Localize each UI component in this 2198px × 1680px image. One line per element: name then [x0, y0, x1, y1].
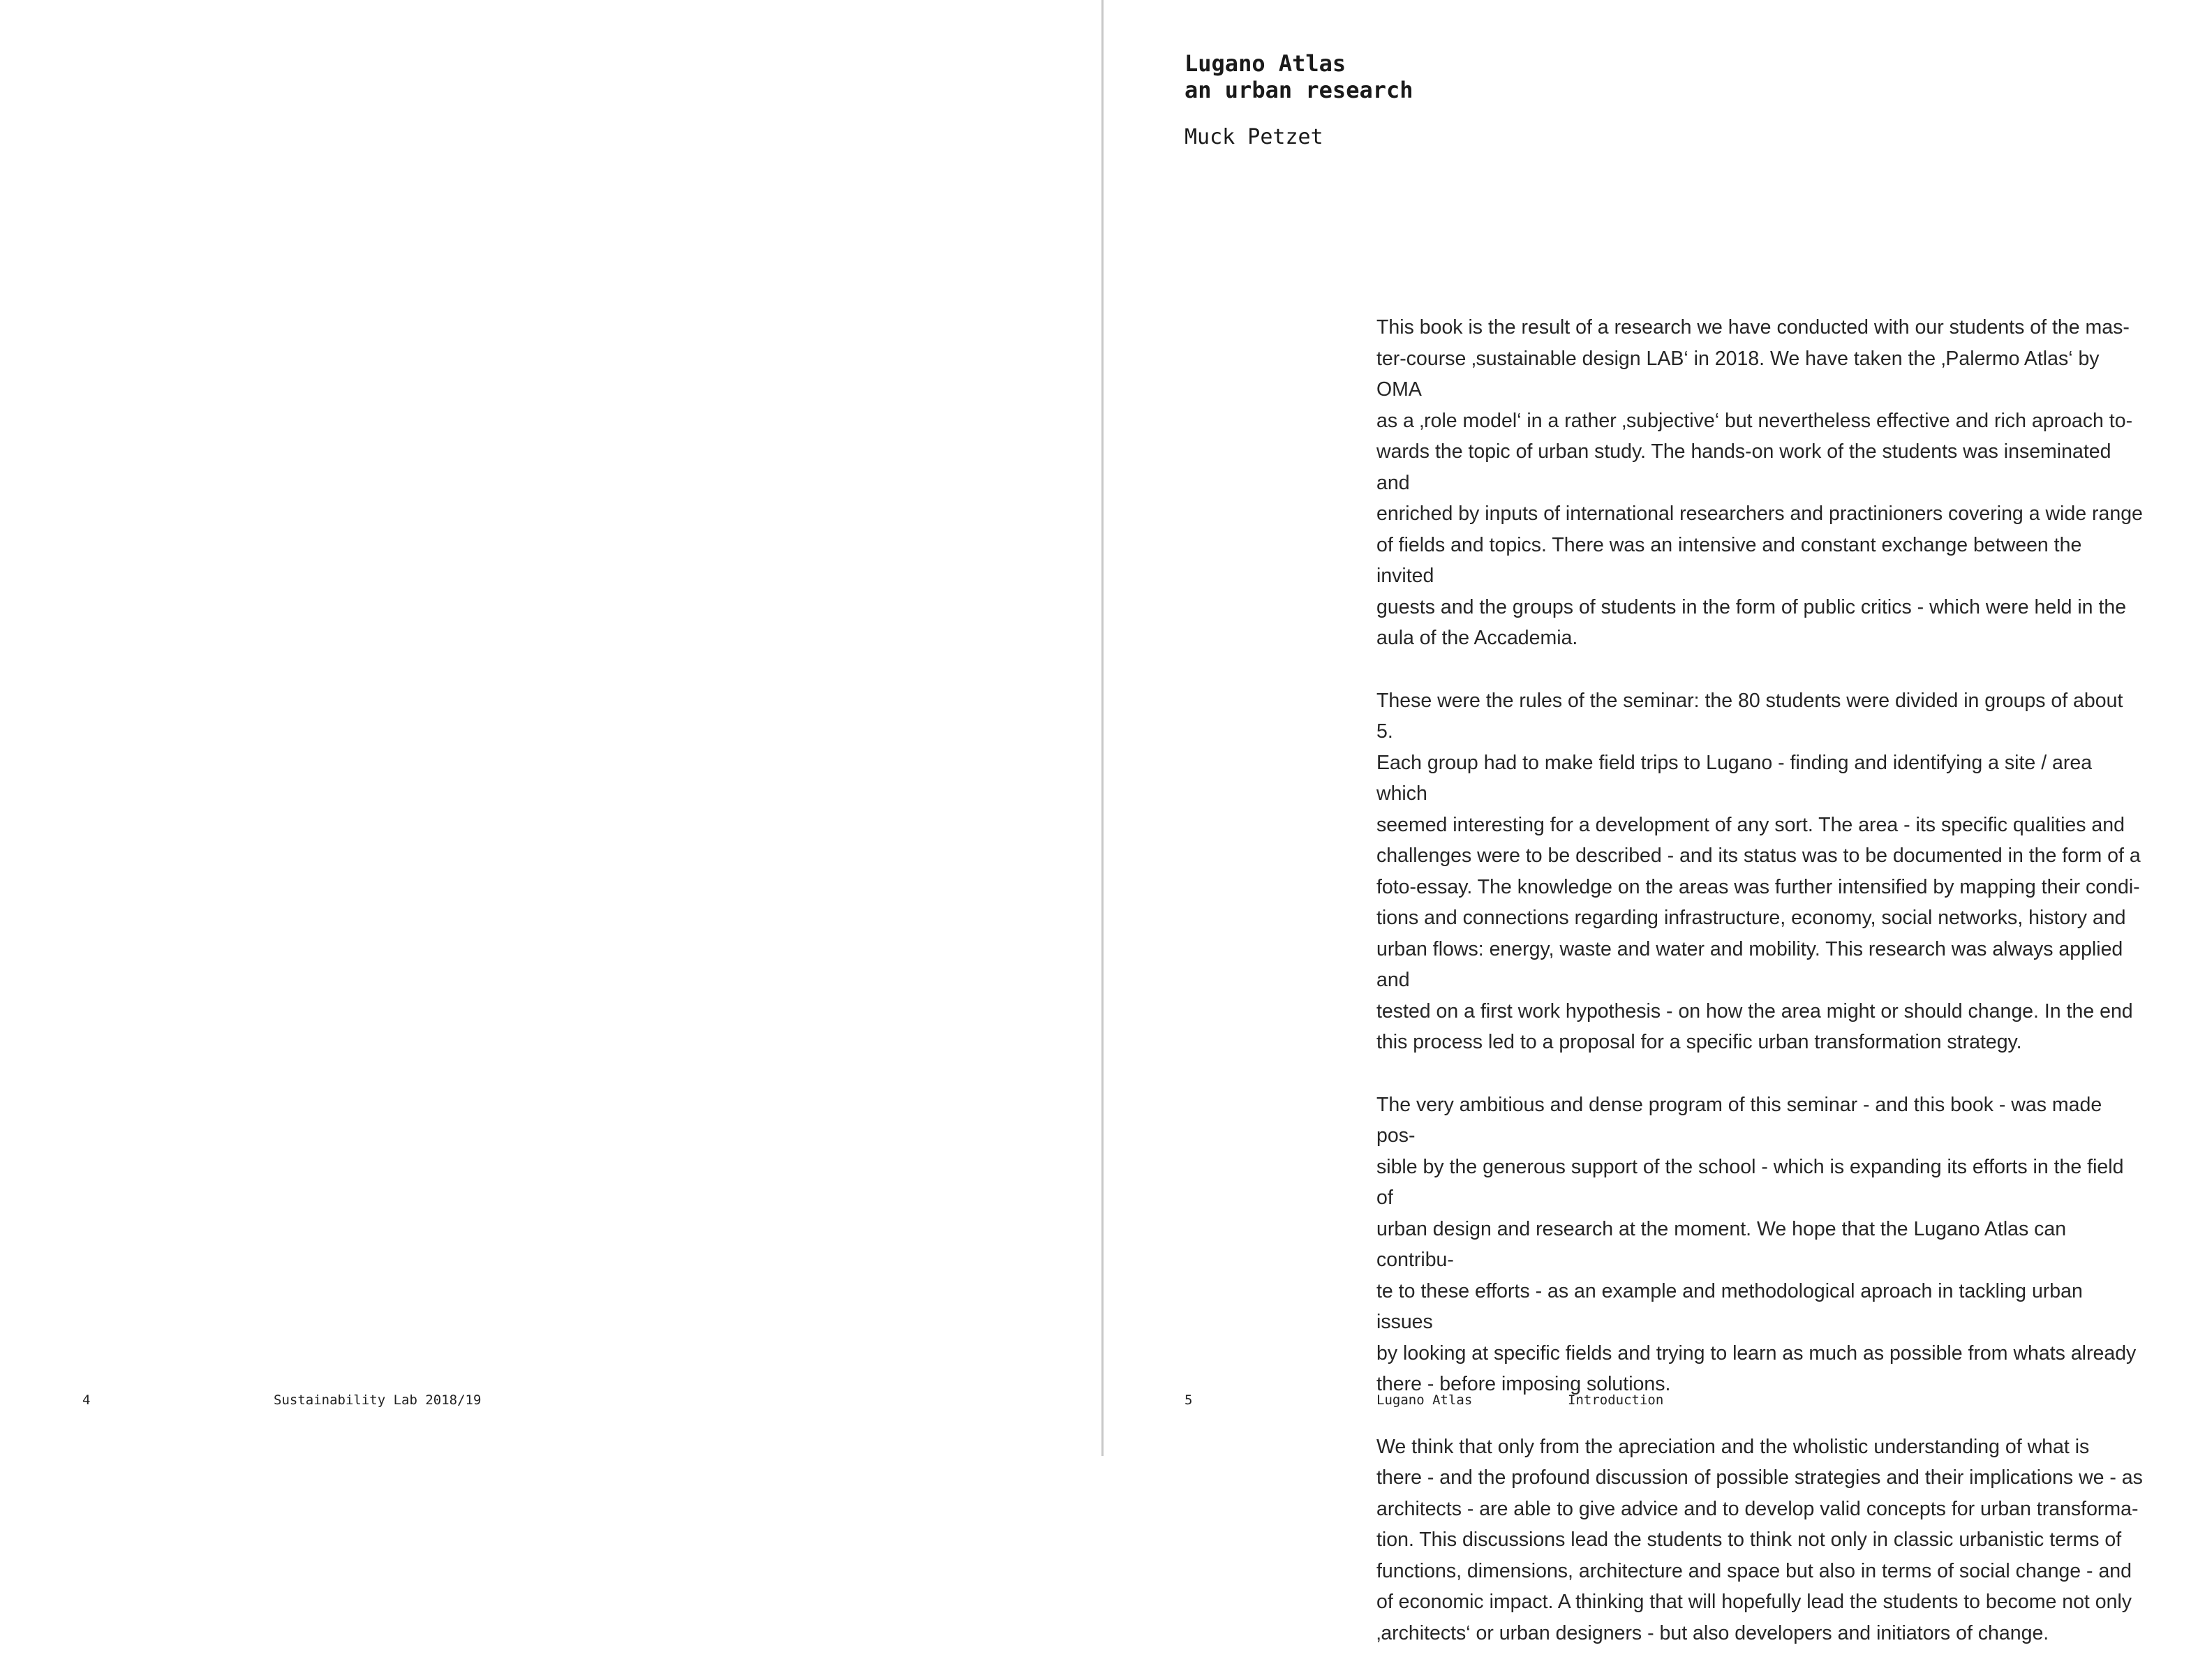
right-page: [1106, 0, 2198, 1644]
right-running-title: Lugano Atlas: [1376, 1392, 1473, 1408]
right-page-number: 5: [1185, 1392, 1193, 1408]
author-name: Muck Petzet: [1185, 125, 1323, 149]
paragraph-2: These were the rules of the seminar: the 80 students were divided in groups of about 5. Each group had to make field trips to Lugano - finding and identifying a site / area which seemed interesting for a development of any sort. The area - its specific qualities and challenges were to be described - and its status was to be documented in the form of a foto-essay. The knowledge on the areas was further intensified by mapping their condi- tions and connections regarding infrastructure, economy, social networks, history and urban flows: energy, waste and water and mobility. This research was always applied and tested on a first work hypothesis - on how the area might or should change. In the end this process led to a proposal for a specific urban transformation strategy.: [1376, 689, 2141, 1053]
paragraph-3: The very ambitious and dense program of this seminar - and this book - was made pos- sible by the generous support of the school - which is expanding its efforts in the field of urban design and research at the moment. We hope that the Lugano Atlas can contribu- te to these efforts - as an example and methodological aproach in tackling urban issues by looking at specific fields and trying to learn as much as possible from whats already there - before imposing solutions.: [1376, 1093, 2137, 1395]
paragraph-4: We think that only from the apreciation and the wholistic understanding of what is there - and the profound discussion of possible strategies and their implications we - as architects - are able to give advice and to develop valid concepts for urban transforma- tion. This discussions lead the students to think not only in classic urbanistic terms of functions, dimensions, architecture and space but also in terms of social change - and of economic impact. A thinking that will hopefully lead the students to become not only ‚architects‘ or urban designers - but also developers and initiators of change.: [1376, 1435, 2143, 1644]
chapter-heading: [1185, 50, 1413, 151]
paragraph-1: This book is the result of a research we have conducted with our students of the mas- ter-course ‚sustainable design LAB‘ in 2018. We have taken the ‚Palermo Atlas‘ by OMA as a ‚role model‘ in a rather ‚subjective‘ but nevertheless effective and rich aproach to- wards the topic of urban study. The hands-on work of the students was inseminated and enriched by inputs of international researchers and practinioners covering a wide range of fields and topics. There was an intensive and constant exchange between the invited guests and the groups of students in the form of public critics - which were held in the aula of the Accademia.: [1376, 316, 2143, 649]
section-name: Introduction: [1568, 1392, 1664, 1408]
chapter-title: Lugano Atlas: [1185, 50, 1346, 77]
page-gutter-divider: [1101, 0, 1104, 1456]
chapter-subtitle: an urban research: [1185, 77, 1413, 103]
left-running-title: Sustainability Lab 2018/19: [274, 1392, 482, 1408]
body-text: [1376, 312, 2144, 1680]
left-page: [0, 0, 1101, 1456]
left-page-number: 4: [82, 1392, 91, 1408]
